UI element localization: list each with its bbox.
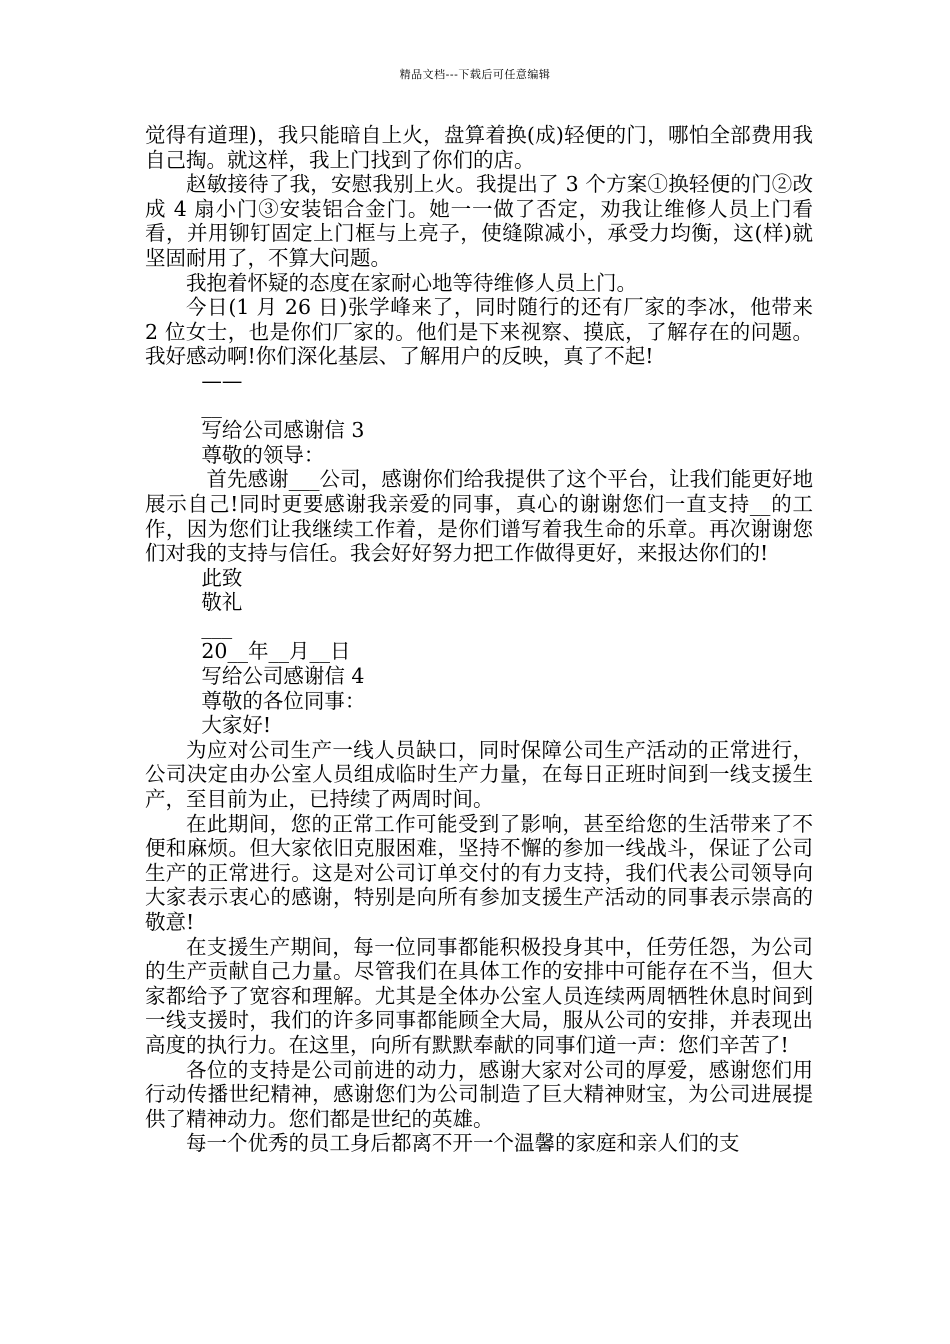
paragraph-3: 我抱着怀疑的态度在家耐心地等待维修人员上门。	[186, 270, 637, 295]
letter-4-title: 写给公司感谢信 4	[201, 664, 365, 689]
letter-3-title: 写给公司感谢信 3	[201, 418, 365, 443]
letter-3-signature-blank: ___	[201, 614, 233, 639]
separator-dash: ——	[201, 368, 243, 393]
paragraph-4: 今日(1 月 26 日)张学峰来了，同时随行的还有厂家的李冰，他带来 2 位女士，也是你们厂家的。他们是下来视察、摸底，了解存在的问题。我好感动啊!你们深化基层、了解用户的反映，真了不起!	[145, 295, 820, 369]
document-body	[145, 123, 820, 1156]
paragraph-1: 觉得有道理)，我只能暗自上火，盘算着换(成)轻便的门，哪怕全部费用我自己掏。就这样，我上门找到了你们的店。	[145, 123, 813, 172]
letter-4-salutation: 尊敬的各位同事：	[201, 688, 366, 713]
paragraph-2: 赵敏接待了我，安慰我别上火。我提出了 3 个方案①换轻便的门②改成 4 扇小门③安装铝合金门。她一一做了否定，劝我让维修人员上门看看，并用铆钉固定上门框与上亮子，使缝隙减小，承受力均衡，这(样)就坚固耐用了，不算大问题。	[145, 172, 813, 270]
separator-underscore: __	[201, 393, 222, 418]
page-header: 精品文档---下载后可任意编辑	[399, 68, 551, 81]
letter-4-paragraph-2: 在此期间，您的正常工作可能受到了影响，甚至给您的生活带来了不便和麻烦。但大家依旧克服困难，坚持不懈的参加一线战斗，保证了公司生产的正常进行。这是对公司订单交付的有力支持，我们代表公司领导向大家表示衷心的感谢，特别是向所有参加支援生产活动的同事表示崇高的敬意!	[145, 811, 813, 934]
letter-3-body: 首先感谢___公司，感谢你们给我提供了这个平台，让我们能更好地展示自己!同时更要感谢我亲爱的同事，真心的谢谢您们一直支持__的工作，因为您们让我继续工作着，是你们谱写着我生命的乐章。再次谢谢您们对我的支持与信任。我会好好努力把工作做得更好，来报达你们的!	[145, 467, 813, 566]
letter-4-greeting: 大家好!	[201, 713, 272, 738]
letter-3-closing-2: 敬礼	[201, 590, 243, 615]
letter-4-paragraph-4: 各位的支持是公司前进的动力，感谢大家对公司的厚爱，感谢您们用行动传播世纪精神，感谢您们为公司制造了巨大精神财宝，为公司进展提供了精神动力。您们都是世纪的英雄。	[145, 1057, 813, 1131]
letter-4-paragraph-5: 每一个优秀的员工身后都离不开一个温馨的家庭和亲人们的支	[186, 1131, 740, 1156]
letter-3-salutation: 尊敬的领导：	[201, 442, 325, 467]
letter-4-paragraph-1: 为应对公司生产一线人员缺口，同时保障公司生产活动的正常进行，公司决定由办公室人员组成临时生产力量，在每日正班时间到一线支援生产，至目前为止，已持续了两周时间。	[145, 737, 813, 812]
letter-4-paragraph-3: 在支援生产期间，每一位同事都能积极投身其中，任劳任怨，为公司的生产贡献自己力量。尽管我们在具体工作的安排中可能存在不当，但大家都给予了宽容和理解。尤其是全体办公室人员连续两周牺牲休息时间到一线支援时，我们的许多同事都能顾全大局，服从公司的安排，并表现出高度的执行力。在这里，向所有默默奉献的同事们道一声：您们辛苦了!	[145, 934, 813, 1057]
letter-3-closing-1: 此致	[201, 565, 243, 590]
letter-3-date: 20__年__月__日	[201, 639, 351, 664]
